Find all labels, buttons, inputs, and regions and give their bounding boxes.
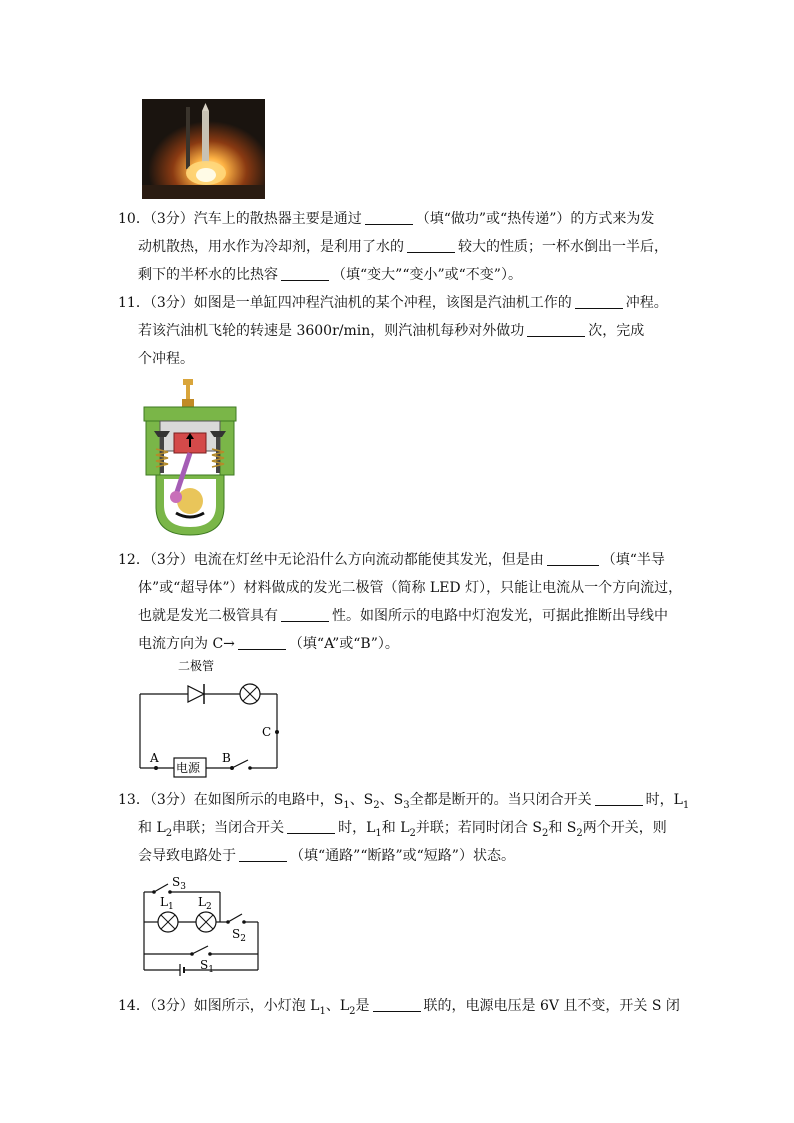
- answer-blank: [547, 549, 599, 566]
- point-a-label: A: [150, 751, 159, 765]
- diode-label: 二极管: [178, 659, 215, 673]
- q12-text: 电流方向为 C→: [138, 636, 235, 652]
- answer-blank: [287, 817, 335, 834]
- diode-circuit-diagram: [136, 656, 286, 778]
- q13-text: 、S: [379, 792, 404, 808]
- l1-label: $L_1$: [160, 895, 174, 912]
- answer-blank: [595, 789, 643, 806]
- q11-text: 冲程。: [625, 295, 668, 311]
- l2-label: $L_2$: [198, 895, 212, 912]
- subscript: 1: [319, 1005, 326, 1017]
- q14-text: 联的，电源电压是 6V 且不变，开关 S 闭: [423, 998, 680, 1014]
- q13-text: 和 L: [138, 820, 166, 836]
- answer-blank: [281, 264, 329, 281]
- q12-text: 性。如图所示的电路中灯泡发光，可据此推断出导线中: [332, 608, 668, 624]
- answer-blank: [239, 845, 287, 862]
- q12-text: 也就是发光二极管具有: [138, 608, 278, 624]
- subscript: 1: [682, 799, 690, 811]
- q10-text: 动机散热，用水作为冷却剂，是利用了水的: [138, 239, 404, 255]
- q13-text: 和 L: [381, 820, 410, 836]
- question-14: [118, 992, 678, 1020]
- answer-blank: [373, 995, 421, 1012]
- subscript: 2: [165, 827, 173, 839]
- s3-switch-icon: [154, 884, 168, 892]
- q13-text: 时，L: [338, 820, 376, 836]
- power-source-label: 电源: [176, 761, 201, 775]
- q14-text: 14．（3分）如图所示，小灯泡 L: [118, 998, 320, 1014]
- subscript: 2: [541, 827, 549, 839]
- question-12: [118, 546, 683, 658]
- question-10: [118, 205, 678, 289]
- q12-text: （填“A”或“B”）。: [288, 636, 399, 652]
- answer-blank: [407, 236, 455, 253]
- q11-text: 若该汽油机飞轮的转速是 3600r/min，则汽油机每秒对外做功: [138, 323, 525, 339]
- subscript: 2: [409, 827, 416, 839]
- subscript: 1: [343, 799, 350, 811]
- q12-text: 12．（3分）电流在灯丝中无论沿什么方向流动都能使其发光，但是由: [118, 552, 544, 568]
- q14-text: 、L: [325, 998, 350, 1014]
- question-11: [118, 289, 678, 373]
- q13-text: 、S: [349, 792, 374, 808]
- q10-text: 剩下的半杯水的比热容: [138, 267, 278, 283]
- subscript: 3: [403, 799, 410, 811]
- q13-text: 两个开关，则: [582, 820, 667, 836]
- point-b-label: B: [222, 751, 231, 765]
- subscript: 2: [373, 799, 380, 811]
- q10-text: 10．（3分）汽车上的散热器主要是通过: [118, 211, 362, 227]
- answer-blank: [281, 605, 329, 622]
- engine-cylinder-diagram: [142, 377, 238, 537]
- answer-blank: [575, 292, 623, 309]
- q13-text: 全都是断开的。当只闭合开关: [409, 792, 592, 808]
- q11-text: 个冲程。: [138, 351, 194, 367]
- q14-text: 是: [355, 998, 370, 1014]
- q13-text: 13．（3分）在如图所示的电路中，S: [118, 792, 344, 808]
- q13-text: 和 S: [548, 820, 577, 836]
- rocket-launch-image: [142, 99, 265, 199]
- q10-text: （填“变大”“变小”或“不变”）。: [332, 267, 522, 283]
- s3-label: $S_3$: [172, 875, 186, 892]
- subscript: 1: [375, 827, 382, 839]
- q13-text: 串联；当闭合开关: [172, 820, 285, 836]
- switch-icon: [232, 760, 248, 768]
- q13-text: 时，L: [645, 792, 683, 808]
- s1-label: $S_1$: [200, 958, 214, 975]
- q10-text: （填“做功”或“热传递”）的方式来为发: [415, 211, 655, 227]
- s1-switch-icon: [192, 946, 208, 954]
- question-13: [118, 786, 690, 870]
- answer-blank: [527, 320, 585, 337]
- q13-text: （填“通路”“断路”或“短路”）状态。: [290, 848, 515, 864]
- answer-blank: [365, 208, 413, 225]
- q11-text: 次，完成: [588, 323, 645, 339]
- subscript: 2: [349, 1005, 356, 1017]
- answer-blank: [238, 633, 286, 650]
- q13-text: 并联；若同时闭合 S: [415, 820, 542, 836]
- diode-icon: [188, 686, 204, 702]
- q12-text: 体”或“超导体”）材料做成的发光二极管（简称 LED 灯），只能让电流从一个方向流过，: [138, 580, 683, 596]
- q12-text: （填“半导: [601, 552, 665, 568]
- s2-switch-icon: [228, 914, 242, 922]
- q10-text: 较大的性质；一杯水倒出一半后，: [458, 239, 668, 255]
- q11-text: 11．（3分）如图是一单缸四冲程汽油机的某个冲程，该图是汽油机工作的: [118, 295, 572, 311]
- q13-text: 会导致电路处于: [138, 848, 236, 864]
- subscript: 2: [576, 827, 583, 839]
- point-c-label: C: [262, 725, 272, 739]
- s2-label: $S_2$: [232, 927, 246, 944]
- switch-circuit-diagram: [140, 872, 264, 978]
